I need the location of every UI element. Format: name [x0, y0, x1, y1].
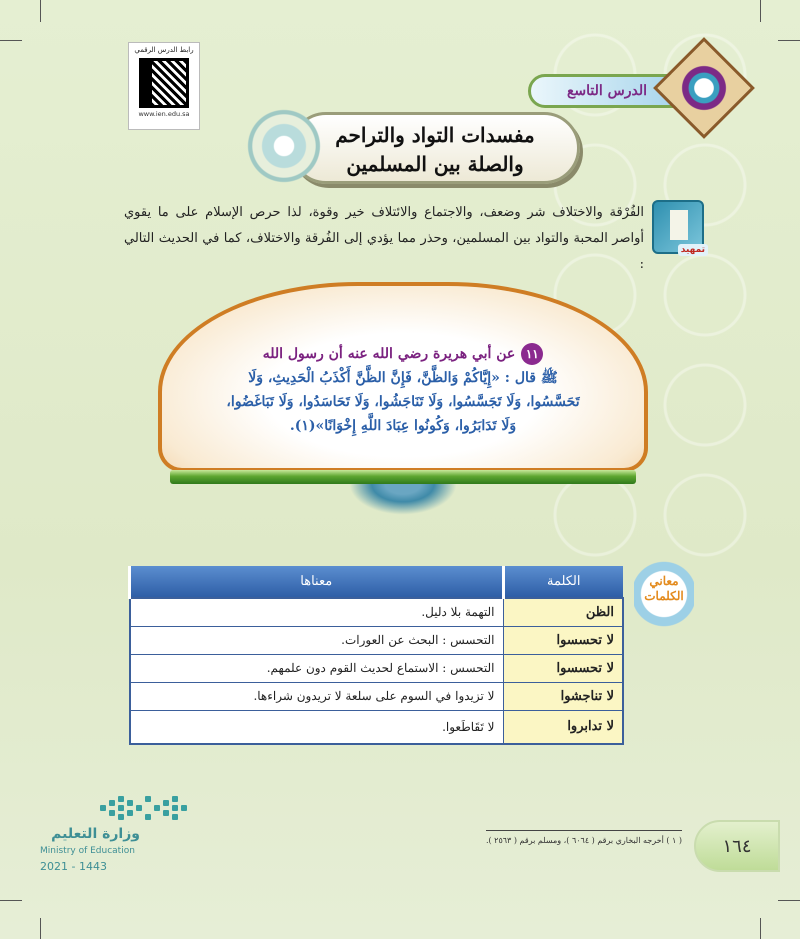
crop-mark: [40, 0, 41, 22]
table-row: [130, 710, 624, 744]
vocab-badge-line1: معاني: [649, 574, 679, 588]
intro-icon-label: تمهيد: [678, 244, 708, 256]
hadith-number-badge: ١١: [521, 343, 543, 365]
hadith-line-2: ﷺ قال : «إِيَّاكُمْ وَالظَّنَّ، فَإِنَّ الظَّنَّ أَكْذَبُ الْحَدِيثِ، وَلَا: [248, 370, 558, 386]
vocab-meaning: التحسس : الاستماع لحديث القوم دون علمهم.: [130, 654, 504, 682]
table-row: [130, 682, 624, 710]
crop-mark: [778, 40, 800, 41]
table-row: [130, 654, 624, 682]
vocab-table-header: [130, 566, 624, 598]
hadith-line-3: تَحَسَّسُوا، وَلَا تَجَسَّسُوا، وَلَا تَنَاجَشُوا، وَلَا تَحَاسَدُوا، وَلَا تَبَاغَضُوا،: [226, 394, 580, 410]
vocab-word: لا تناجشوا: [503, 682, 623, 710]
vocab-meaning: التحسس : البحث عن العورات.: [130, 626, 504, 654]
vocab-badge-icon: [634, 560, 694, 628]
hadith-bottom-ornament-icon: [340, 484, 466, 520]
vocab-meaning: لا تزيدوا في السوم على سلعة لا تريدون شراءها.: [130, 682, 504, 710]
hadith-panel: [158, 282, 648, 472]
ministry-year: 2021 - 1443: [40, 860, 107, 873]
qr-code-icon[interactable]: [139, 58, 189, 108]
lesson-title-line2: والصلة بين المسلمين: [346, 152, 524, 176]
crop-mark: [760, 918, 761, 939]
qr-url[interactable]: www.ien.edu.sa: [138, 110, 190, 118]
crop-mark: [40, 918, 41, 939]
header-meaning: معناها: [130, 566, 504, 598]
hadith-line-1: [192, 342, 614, 366]
crop-mark: [0, 40, 22, 41]
intro-door-icon: [652, 200, 704, 254]
lesson-title: [290, 112, 580, 184]
crop-mark: [778, 900, 800, 901]
crop-mark: [760, 0, 761, 22]
table-row: [130, 598, 624, 626]
vocab-meaning: لا تَقَاطَعوا.: [130, 710, 504, 744]
header-word: الكلمة: [503, 566, 623, 598]
hadith-divider-bar: [170, 470, 636, 484]
lesson-badge-label: الدرس التاسع: [566, 83, 647, 99]
vocab-word: لا تحسسوا: [503, 654, 623, 682]
crop-mark: [0, 900, 22, 901]
vocab-table: [128, 566, 624, 745]
footnote-divider: [486, 830, 682, 831]
intro-paragraph: الفُرْقة والاختلاف شر وضعف، والاجتماع والائتلاف خير وقوة، لذا حرص الإسلام على ما يقوي أواصر المحبة والتواد بين المسلمين، وحذر مما يؤدي إلى الفُرقة والاختلاف، كما في الحديث التالي :: [124, 205, 644, 272]
ministry-logo-icon: [100, 796, 196, 820]
vocab-word: لا تحسسوا: [503, 626, 623, 654]
footnote: ( ١ ) أخرجه البخاري برقم ( ٦٠٦٤ )، ومسلم برقم ( ٢٥٦٣ ).: [485, 836, 682, 845]
vocab-word: الظن: [503, 598, 623, 626]
hadith-narrator: عن أبي هريرة رضي الله عنه أن رسول الله: [262, 346, 516, 362]
qr-code-box[interactable]: [128, 42, 200, 130]
door-shape: [670, 210, 688, 240]
hadith-line-4: وَلَا تَدَابَرُوا، وَكُونُوا عِبَادَ اللَّهِ إِخْوَانًا»(١).: [289, 418, 517, 434]
page-number: ١٦٤: [694, 820, 780, 872]
vocab-badge-line2: الكلمات: [644, 589, 684, 603]
lesson-title-line1: مفسدات التواد والتراحم: [335, 123, 535, 147]
vocab-meaning: التهمة بلا دليل.: [130, 598, 504, 626]
table-row: [130, 626, 624, 654]
vocab-word: لا تدابروا: [503, 710, 623, 744]
title-ornament-icon: [246, 108, 322, 184]
ministry-name-ar: وزارة التعليم: [51, 826, 140, 842]
ministry-name-en: Ministry of Education: [40, 846, 135, 856]
qr-title: رابط الدرس الرقمي: [134, 46, 194, 54]
